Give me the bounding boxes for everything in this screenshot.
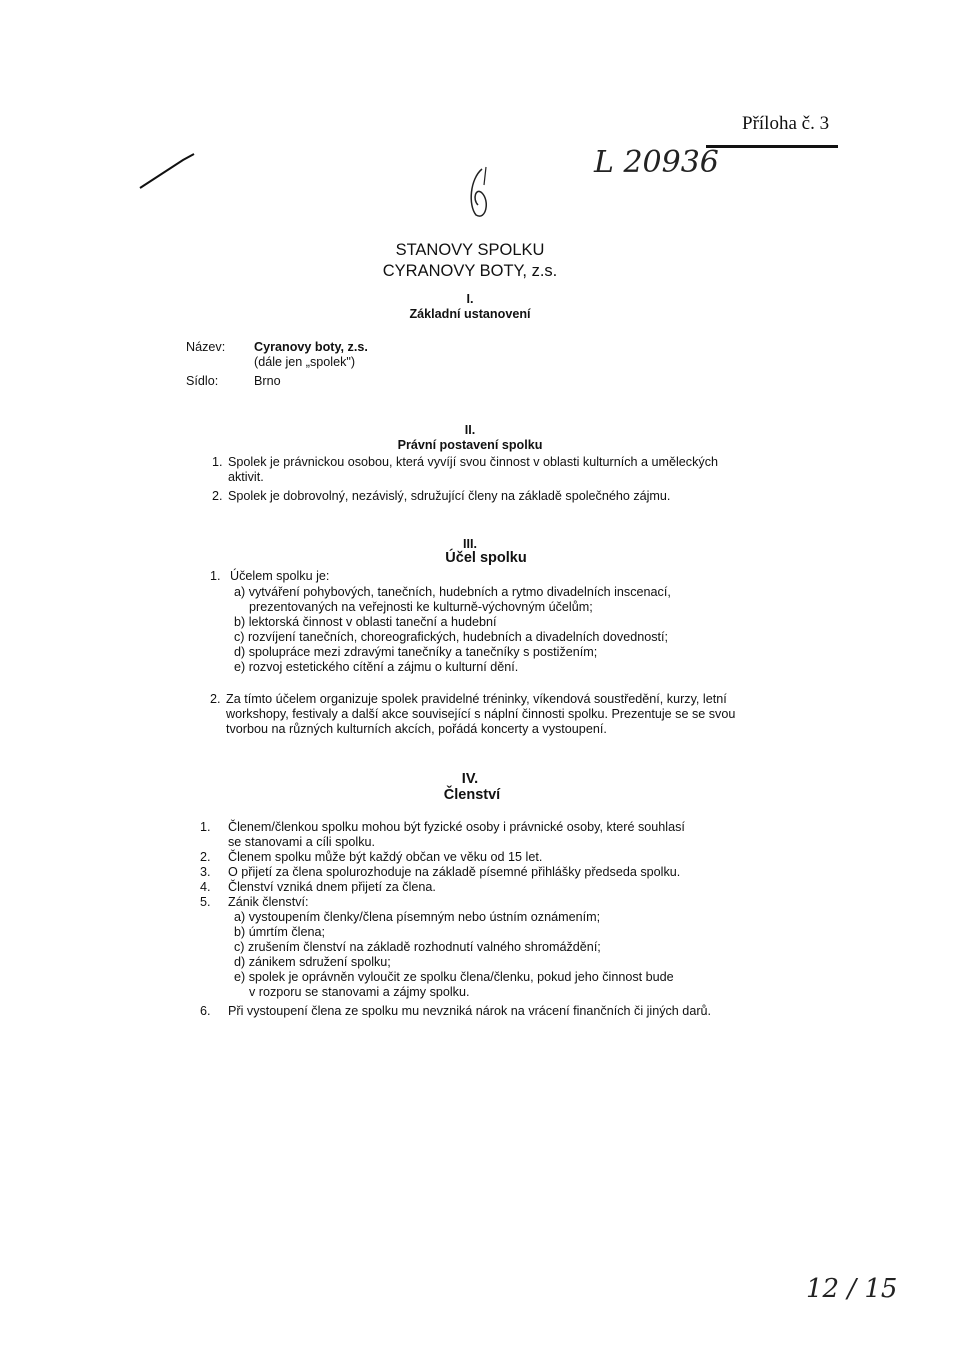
termination-item-a: a) vystoupením členky/člena písemným nebo ústním oznámením; bbox=[234, 910, 601, 924]
pen-stroke-mark bbox=[138, 150, 198, 190]
section-4-heading: Členství bbox=[443, 787, 501, 803]
section-2-item-2-text: Spolek je dobrovolný, nezávislý, sdružující členy na základě společného zájmu. bbox=[228, 489, 671, 503]
section-3-heading: Účel spolku bbox=[445, 550, 527, 566]
membership-item-5: Zánik členství: bbox=[228, 895, 309, 909]
termination-item-c: c) zrušením členství na základě rozhodnutí valného shromáždění; bbox=[234, 940, 601, 954]
section-2-heading: Právní postavení spolku bbox=[397, 438, 543, 452]
section-1-heading: Základní ustanovení bbox=[409, 307, 531, 321]
section-2-item-1-number: 1. bbox=[212, 455, 223, 469]
section-1-number: I. bbox=[466, 292, 474, 306]
attachment-label: Příloha č. 3 bbox=[742, 113, 830, 134]
section-2-number: II. bbox=[464, 423, 476, 437]
name-note: (dále jen „spolek") bbox=[254, 355, 356, 369]
section-3-item-1-text: Účelem spolku je: bbox=[230, 569, 330, 583]
name-value: Cyranovy boty, z.s. bbox=[254, 340, 368, 354]
membership-item-6-number: 6. bbox=[200, 1004, 211, 1018]
scribble-mark bbox=[464, 165, 494, 225]
purpose-item-b: b) lektorská činnost v oblasti taneční a hudební bbox=[234, 615, 497, 629]
section-3-item-2-number: 2. bbox=[210, 692, 221, 706]
termination-list bbox=[234, 910, 674, 1000]
title-line-2: CYRANOVY BOTY, z.s. bbox=[382, 262, 558, 280]
handwritten-page-number: 12 / 15 bbox=[806, 1274, 898, 1304]
membership-item-1: Členem/členkou spolku mohou být fyzické osoby i právnické osoby, které souhlasí se stanovami a cíli spolku. bbox=[228, 820, 685, 849]
section-3-item-2-text: Za tímto účelem organizuje spolek pravidelné tréninky, víkendová soustředění, kurzy, letní workshopy, festivaly a další akce související s náplní činnosti spolku. Prezentuje se se svou tvorbou na různých kulturních akcích, pořádá koncerty a vystoupení. bbox=[226, 692, 736, 736]
purpose-list bbox=[234, 585, 671, 675]
purpose-item-e: e) rozvoj estetického cítění a zájmu o kulturní dění. bbox=[234, 660, 519, 674]
name-label: Název: bbox=[186, 340, 226, 354]
header-rule bbox=[706, 145, 838, 148]
termination-item-d: d) zánikem sdružení spolku; bbox=[234, 955, 391, 969]
membership-numbers: 1. 2. 3. 4. 5. bbox=[200, 820, 211, 909]
membership-item-2: Členem spolku může být každý občan ve věku od 15 let. bbox=[228, 850, 543, 864]
title-line-1: STANOVY SPOLKU bbox=[395, 241, 545, 259]
section-2-item-1-text: Spolek je právnickou osobou, která vyvíjí svou činnost v oblasti kulturních a uměleckých aktivit. bbox=[228, 455, 719, 484]
purpose-item-a: a) vytváření pohybových, tanečních, hudebních a rytmo divadelních inscenací, prezentovaných na veřejnosti ke kulturně-výchovným účelům; bbox=[234, 585, 671, 614]
handwritten-reference: L 20936 bbox=[594, 145, 719, 180]
purpose-item-c: c) rozvíjení tanečních, choreografických, hudebních a divadelních dovedností; bbox=[234, 630, 669, 644]
termination-item-e: e) spolek je oprávněn vyloučit ze spolku člena/členku, pokud jeho činnost bude v rozporu se stanovami a zájmy spolku. bbox=[234, 970, 674, 999]
purpose-item-d: d) spolupráce mezi zdravými tanečníky a tanečníky s postižením; bbox=[234, 645, 598, 659]
document-title bbox=[300, 240, 640, 282]
seat-label: Sídlo: bbox=[186, 374, 219, 388]
section-2-item-2-number: 2. bbox=[212, 489, 223, 503]
membership-item-6-text: Při vystoupení člena ze spolku mu nevzniká nárok na vrácení finančních či jiných darů. bbox=[228, 1004, 712, 1018]
membership-item-4: Členství vzniká dnem přijetí za člena. bbox=[228, 880, 436, 894]
membership-item-3: O přijetí za člena spolurozhoduje na základě písemné přihlášky předseda spolku. bbox=[228, 865, 681, 879]
seat-value: Brno bbox=[254, 374, 281, 388]
membership-items bbox=[228, 820, 685, 910]
termination-item-b: b) úmrtím člena; bbox=[234, 925, 325, 939]
section-3-item-1-number: 1. bbox=[210, 569, 221, 583]
section-3-number: III. bbox=[463, 537, 477, 551]
section-4-number: IV. bbox=[461, 771, 479, 787]
